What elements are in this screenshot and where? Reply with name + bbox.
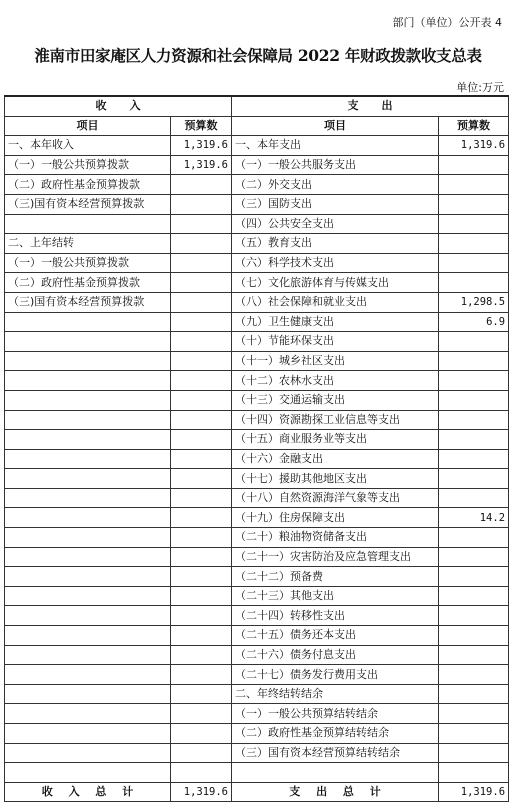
income-item-cell xyxy=(5,528,171,548)
expense-item-cell: （十五）商业服务业等支出 xyxy=(232,430,439,450)
expense-value-cell xyxy=(439,645,509,665)
income-item-cell xyxy=(5,626,171,646)
expense-item-cell: （四）公共安全支出 xyxy=(232,214,439,234)
expense-item-cell: （二十六）债务付息支出 xyxy=(232,645,439,665)
expense-value-cell xyxy=(439,743,509,763)
expense-value-cell xyxy=(439,155,509,175)
income-item-cell xyxy=(5,645,171,665)
income-value-cell xyxy=(171,273,232,293)
income-value-cell xyxy=(171,214,232,234)
income-item-column-header: 项目 xyxy=(5,116,171,136)
total-income-value: 1,319.6 xyxy=(171,782,232,802)
expense-item-cell: （十四）资源勘探工业信息等支出 xyxy=(232,410,439,430)
income-value-cell xyxy=(171,390,232,410)
expense-value-cell xyxy=(439,214,509,234)
expense-value-cell xyxy=(439,684,509,704)
income-item-cell xyxy=(5,606,171,626)
income-value-cell xyxy=(171,684,232,704)
expense-item-cell: （七）文化旅游体育与传媒支出 xyxy=(232,273,439,293)
table-row xyxy=(5,155,509,175)
table-row xyxy=(5,469,509,489)
expense-item-cell: （十六）金融支出 xyxy=(232,449,439,469)
income-item-cell xyxy=(5,312,171,332)
expense-item-cell: 二、年终结转结余 xyxy=(232,684,439,704)
income-item-cell xyxy=(5,449,171,469)
expense-value-cell xyxy=(439,410,509,430)
income-item-cell xyxy=(5,724,171,744)
income-value-cell xyxy=(171,508,232,528)
income-item-cell xyxy=(5,371,171,391)
table-row xyxy=(5,430,509,450)
expense-item-cell: （十八）自然资源海洋气象等支出 xyxy=(232,488,439,508)
expense-item-cell: （三）国防支出 xyxy=(232,194,439,214)
expense-value-cell xyxy=(439,469,509,489)
table-row xyxy=(5,273,509,293)
income-item-cell xyxy=(5,488,171,508)
income-value-cell xyxy=(171,645,232,665)
expense-item-cell: （六）科学技术支出 xyxy=(232,253,439,273)
income-value-cell xyxy=(171,763,232,783)
table-row xyxy=(5,586,509,606)
income-item-cell: 一、本年收入 xyxy=(5,136,171,156)
income-value-cell xyxy=(171,292,232,312)
expense-item-cell: （一）一般公共服务支出 xyxy=(232,155,439,175)
income-value-cell xyxy=(171,586,232,606)
expense-item-cell: （三）国有资本经营预算结转结余 xyxy=(232,743,439,763)
table-row xyxy=(5,547,509,567)
expense-item-cell: （九）卫生健康支出 xyxy=(232,312,439,332)
income-value-cell xyxy=(171,234,232,254)
expense-value-cell xyxy=(439,665,509,685)
expense-value-cell xyxy=(439,704,509,724)
income-value-cell xyxy=(171,253,232,273)
expense-item-cell: （二十四）转移性支出 xyxy=(232,606,439,626)
expense-value-cell: 14.2 xyxy=(439,508,509,528)
expense-value-cell xyxy=(439,449,509,469)
income-item-cell xyxy=(5,410,171,430)
table-row xyxy=(5,371,509,391)
expense-item-cell: （一）一般公共预算结转结余 xyxy=(232,704,439,724)
table-body xyxy=(5,136,509,783)
expense-item-cell: （五）教育支出 xyxy=(232,234,439,254)
expense-header: 支 出 xyxy=(232,96,509,116)
income-item-cell xyxy=(5,351,171,371)
income-value-cell xyxy=(171,175,232,195)
expense-item-cell: （八）社会保障和就业支出 xyxy=(232,292,439,312)
income-value-cell xyxy=(171,724,232,744)
income-item-cell: （二）政府性基金预算拨款 xyxy=(5,175,171,195)
table-row xyxy=(5,194,509,214)
income-value-cell xyxy=(171,606,232,626)
expense-item-cell: （二十一）灾害防治及应急管理支出 xyxy=(232,547,439,567)
expense-item-column-header: 项目 xyxy=(232,116,439,136)
table-row xyxy=(5,763,509,783)
income-value-cell xyxy=(171,469,232,489)
budget-summary-table xyxy=(4,95,509,802)
income-value-cell xyxy=(171,743,232,763)
expense-value-cell xyxy=(439,528,509,548)
page-title: 淮南市田家庵区人力资源和社会保障局 2022 年财政拨款收支总表 xyxy=(34,46,482,65)
expense-value-cell xyxy=(439,586,509,606)
income-value-cell xyxy=(171,410,232,430)
table-row xyxy=(5,508,509,528)
income-value-cell xyxy=(171,528,232,548)
income-value-cell: 1,319.6 xyxy=(171,136,232,156)
expense-item-cell: （十二）农林水支出 xyxy=(232,371,439,391)
expense-item-cell: （二十七）债务发行费用支出 xyxy=(232,665,439,685)
expense-item-cell: （二十二）预备费 xyxy=(232,567,439,587)
table-row xyxy=(5,410,509,430)
income-value-cell xyxy=(171,449,232,469)
expense-value-cell xyxy=(439,763,509,783)
table-row xyxy=(5,724,509,744)
table-row xyxy=(5,606,509,626)
income-value-cell xyxy=(171,371,232,391)
expense-value-cell xyxy=(439,351,509,371)
income-item-cell: （一）一般公共预算拨款 xyxy=(5,253,171,273)
total-expense-label: 支 出 总 计 xyxy=(232,782,439,802)
table-row xyxy=(5,665,509,685)
expense-value-cell xyxy=(439,371,509,391)
table-row xyxy=(5,488,509,508)
income-item-cell: （一）一般公共预算拨款 xyxy=(5,155,171,175)
expense-item-cell: （二）政府性基金预算结转结余 xyxy=(232,724,439,744)
expense-value-cell: 1,319.6 xyxy=(439,136,509,156)
expense-value-cell xyxy=(439,175,509,195)
table-row xyxy=(5,528,509,548)
expense-value-cell xyxy=(439,390,509,410)
income-header: 收 入 xyxy=(5,96,232,116)
table-row xyxy=(5,312,509,332)
income-item-cell xyxy=(5,332,171,352)
total-expense-value: 1,319.6 xyxy=(439,782,509,802)
expense-item-cell: （十）节能环保支出 xyxy=(232,332,439,352)
income-item-cell xyxy=(5,390,171,410)
expense-item-cell: （十七）援助其他地区支出 xyxy=(232,469,439,489)
income-value-cell xyxy=(171,626,232,646)
expense-value-cell xyxy=(439,332,509,352)
income-item-cell xyxy=(5,214,171,234)
table-row xyxy=(5,704,509,724)
table-row xyxy=(5,136,509,156)
expense-item-cell: （二十五）债务还本支出 xyxy=(232,626,439,646)
income-item-cell: （三)国有资本经营预算拨款 xyxy=(5,194,171,214)
income-value-cell xyxy=(171,351,232,371)
table-row xyxy=(5,234,509,254)
table-row xyxy=(5,645,509,665)
income-item-cell xyxy=(5,430,171,450)
table-row xyxy=(5,214,509,234)
income-item-cell xyxy=(5,684,171,704)
expense-value-cell: 1,298.5 xyxy=(439,292,509,312)
table-row xyxy=(5,351,509,371)
income-value-cell xyxy=(171,567,232,587)
income-item-cell: （三)国有资本经营预算拨款 xyxy=(5,292,171,312)
expense-item-cell xyxy=(232,763,439,783)
income-item-cell xyxy=(5,508,171,528)
expense-value-cell xyxy=(439,567,509,587)
income-value-cell xyxy=(171,547,232,567)
table-row xyxy=(5,175,509,195)
income-value-cell xyxy=(171,430,232,450)
income-item-cell xyxy=(5,469,171,489)
expense-item-cell: 一、本年支出 xyxy=(232,136,439,156)
income-value-cell xyxy=(171,665,232,685)
expense-budget-column-header: 预算数 xyxy=(439,116,509,136)
expense-item-cell: （二十）粮油物资储备支出 xyxy=(232,528,439,548)
table-row xyxy=(5,626,509,646)
income-item-cell xyxy=(5,763,171,783)
expense-value-cell xyxy=(439,194,509,214)
expense-item-cell: （十一）城乡社区支出 xyxy=(232,351,439,371)
income-value-cell xyxy=(171,704,232,724)
table-row xyxy=(5,449,509,469)
expense-value-cell xyxy=(439,724,509,744)
expense-value-cell xyxy=(439,626,509,646)
table-row xyxy=(5,684,509,704)
income-item-cell xyxy=(5,586,171,606)
income-item-cell xyxy=(5,547,171,567)
table-number-tag: 部门（单位）公开表 4 xyxy=(392,16,502,29)
unit-label: 单位:万元 xyxy=(456,81,504,94)
income-budget-column-header: 预算数 xyxy=(171,116,232,136)
income-value-cell xyxy=(171,488,232,508)
income-item-cell xyxy=(5,665,171,685)
expense-value-cell xyxy=(439,488,509,508)
table-row xyxy=(5,253,509,273)
expense-item-cell: （十三）交通运输支出 xyxy=(232,390,439,410)
expense-value-cell xyxy=(439,253,509,273)
expense-value-cell: 6.9 xyxy=(439,312,509,332)
income-item-cell xyxy=(5,567,171,587)
income-value-cell xyxy=(171,312,232,332)
table-row xyxy=(5,743,509,763)
table-row xyxy=(5,292,509,312)
income-item-cell: （二）政府性基金预算拨款 xyxy=(5,273,171,293)
expense-item-cell: （二）外交支出 xyxy=(232,175,439,195)
expense-value-cell xyxy=(439,273,509,293)
table-row xyxy=(5,567,509,587)
total-income-label: 收 入 总 计 xyxy=(5,782,171,802)
expense-value-cell xyxy=(439,547,509,567)
income-value-cell xyxy=(171,194,232,214)
expense-item-cell: （二十三）其他支出 xyxy=(232,586,439,606)
table-row xyxy=(5,332,509,352)
expense-value-cell xyxy=(439,234,509,254)
income-item-cell xyxy=(5,704,171,724)
income-item-cell: 二、上年结转 xyxy=(5,234,171,254)
expense-value-cell xyxy=(439,430,509,450)
expense-value-cell xyxy=(439,606,509,626)
income-item-cell xyxy=(5,743,171,763)
income-value-cell xyxy=(171,332,232,352)
expense-item-cell: （十九）住房保障支出 xyxy=(232,508,439,528)
income-value-cell: 1,319.6 xyxy=(171,155,232,175)
table-row xyxy=(5,390,509,410)
